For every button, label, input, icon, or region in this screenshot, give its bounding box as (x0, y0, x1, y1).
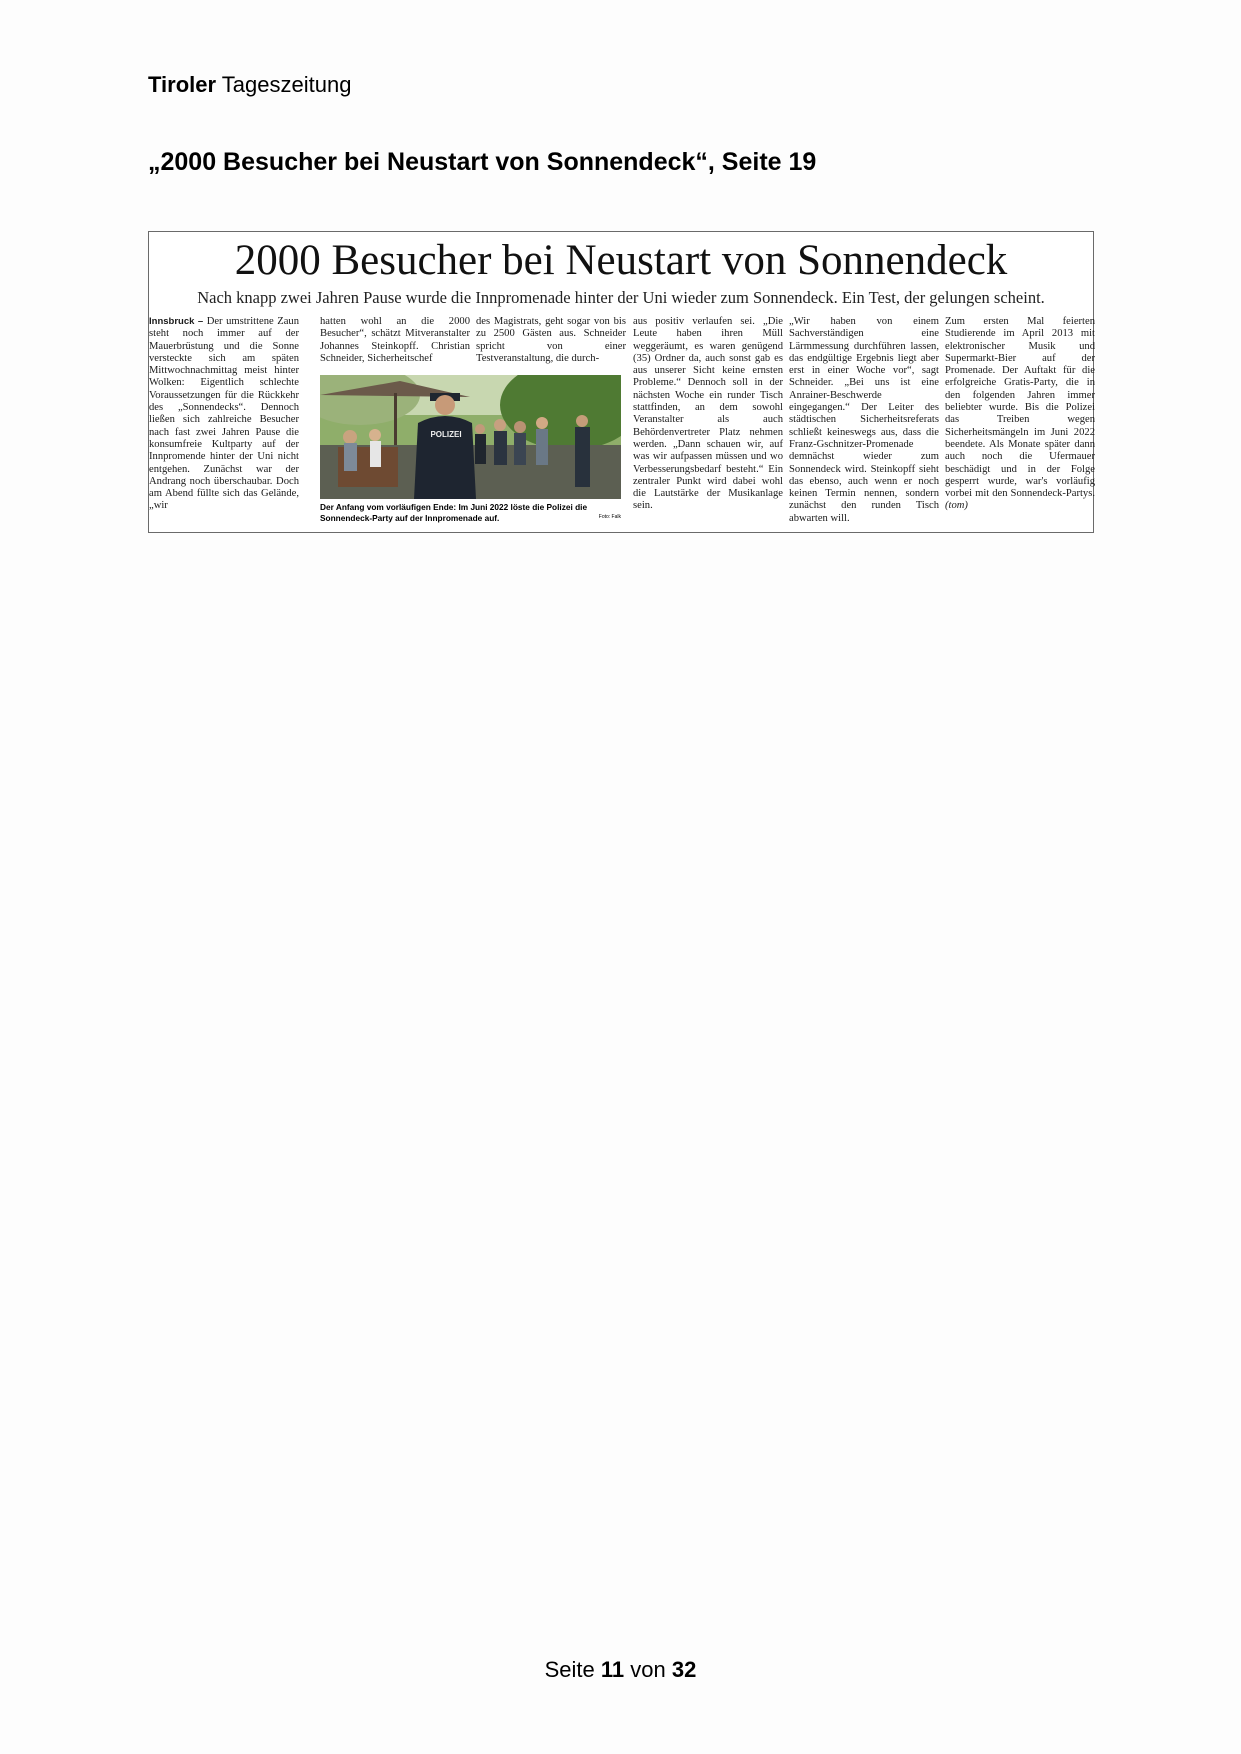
column-4-text: aus positiv verlaufen sei. „Die Leute haben ihren Müll weggeräumt, es waren genügend (35) Ordner da, auch sonst gab es aus unserer Sicht keine ernsten Probleme.“ Dennoch soll in der nächsten Woche ein runder Tisch stattfinden, an dem sowohl Veranstalter als auch Behördenvertreter Platz nehmen werden. „Dann schauen wir, auf was wir aufpassen müssen und wo Verbesserungsbedarf besteht.“ Ein zentraler Punkt wird dabei wohl die Lautstärke der Musikanlage sein. (633, 316, 783, 512)
photo-credit: Foto: Falk (598, 514, 621, 520)
article-column-2 (320, 316, 470, 366)
column-2-text: hatten wohl an die 2000 Besucher“, schätzt Mitveranstalter Johannes Steinkopff. Christian Schneider, Sicherheitschef (320, 316, 470, 364)
article-column-1 (149, 316, 299, 513)
police-vest-label: POLIZEI (430, 430, 462, 439)
article-column-5 (789, 316, 939, 525)
police-scene-illustration (320, 375, 621, 499)
page-number-footer (0, 1657, 1241, 1683)
publication-name-bold: Tiroler (148, 72, 217, 97)
publication-name (148, 72, 351, 98)
footer-prefix: Seite (544, 1657, 595, 1682)
total-page-count: 32 (671, 1657, 697, 1682)
column-3-text: des Magistrats, geht sogar von bis zu 2500 Gästen aus. Schneider spricht von einer Testveranstaltung, die durch- (476, 316, 626, 364)
photo-caption-text: Der Anfang vom vorläufigen Ende: Im Juni 2022 löste die Polizei die Sonnendeck-Party auf der Innpromenade auf. (320, 502, 588, 523)
author-signature: (tom) (945, 500, 968, 512)
newspaper-clipping (148, 231, 1094, 533)
publication-name-rest: Tageszeitung (221, 72, 352, 97)
column-1-text: Der umstrittene Zaun steht noch immer auf der Mauerbrüstung und die Sonne versteckte sich am späten Mittwochnachmittag meist hinter Wolken: Eigentlich schlechte Voraussetzungen für die Rückkehr des „Sonnendecks“. Dennoch ließen sich zahlreiche Besucher nach fast zwei Jahren Pause die konsumfreie Kultparty auf der Innpromende hinter der Uni nicht entgehen. Zunächst war der Andrang noch überschaubar. Doch am Abend füllte sich das Gelände, „wir (149, 316, 299, 512)
dateline: Innsbruck – (149, 316, 204, 327)
current-page-number: 11 (600, 1657, 625, 1682)
clipping-title: 2000 Besucher bei Neustart von Sonnendeck (234, 237, 1008, 284)
column-5-text: „Wir haben von einem Sachverständigen eine Lärmmessung durchführen lassen, das endgültige Ergebnis liegt aber erst in einer Woche vor“, sagt Schneider. „Bei uns ist eine Anrainer-Beschwerde eingegangen.“ Der Leiter des städtischen Sicherheitsreferats schließt keineswegs aus, dass die Franz-Gschnitzer-Promenade demnächst wieder zum Sonnendeck wird. Steinkopff sieht das ebenso, auch wenn er noch keinen Termin nennen, sondern zunächst den runden Tisch abwarten will. (789, 316, 939, 524)
column-6-text: Zum ersten Mal feierten Studierende im April 2013 mit elektronischer Musik und Supermarkt-Bier auf der Promenade. Der Auftakt für die erfolgreiche Gratis-Party, die in den folgenden Jahren immer beliebter wurde. Bis die Polizei das Treiben wegen Sicherheitsmängeln im Juni 2022 beendete. Als Monate später dann auch noch die Ufermauer beschädigt und in der Folge gesperrt wurde, war's vorläufig vorbei mit den Sonnendeck-Partys. (945, 316, 1095, 500)
footer-middle: von (630, 1657, 666, 1682)
article-column-3 (476, 316, 626, 366)
article-reference-heading: „2000 Besucher bei Neustart von Sonnendeck“, Seite 19 (148, 148, 817, 176)
article-column-4 (633, 316, 783, 513)
article-column-6 (945, 316, 1095, 513)
news-photo (320, 375, 621, 499)
photo-caption (320, 502, 621, 524)
clipping-subtitle: Nach knapp zwei Jahren Pause wurde die Innpromenade hinter der Uni wieder zum Sonnendeck. Ein Test, der gelungen scheint. (197, 288, 1045, 307)
